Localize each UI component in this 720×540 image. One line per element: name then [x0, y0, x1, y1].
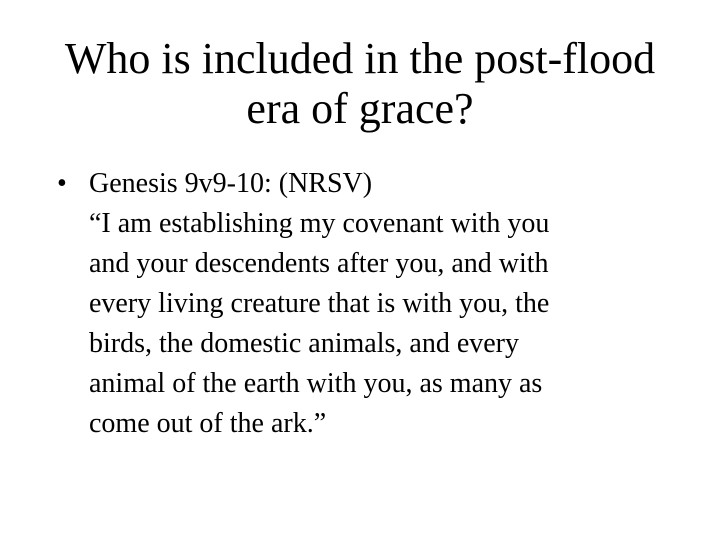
quote-line-2: and your descendents after you, and with: [89, 248, 549, 279]
quote-line-6: come out of the ark.”: [89, 408, 327, 439]
title-line-2: era of grace?: [246, 84, 474, 133]
title-line-1: Who is included in the post-flood: [64, 34, 656, 83]
slide-title: [40, 34, 680, 134]
bullet-item: [55, 164, 675, 204]
quote-line-5: animal of the earth with you, as many as: [89, 368, 543, 399]
quote-line-4: birds, the domestic animals, and every: [89, 328, 519, 359]
scripture-quote: [55, 204, 675, 444]
quote-line-3: every living creature that is with you, the: [89, 288, 550, 319]
slide-body: [55, 164, 675, 444]
bullet-marker: •: [57, 168, 67, 199]
quote-line-1: “I am establishing my covenant with you: [89, 208, 550, 239]
scripture-reference: Genesis 9v9-10: (NRSV): [89, 168, 373, 199]
